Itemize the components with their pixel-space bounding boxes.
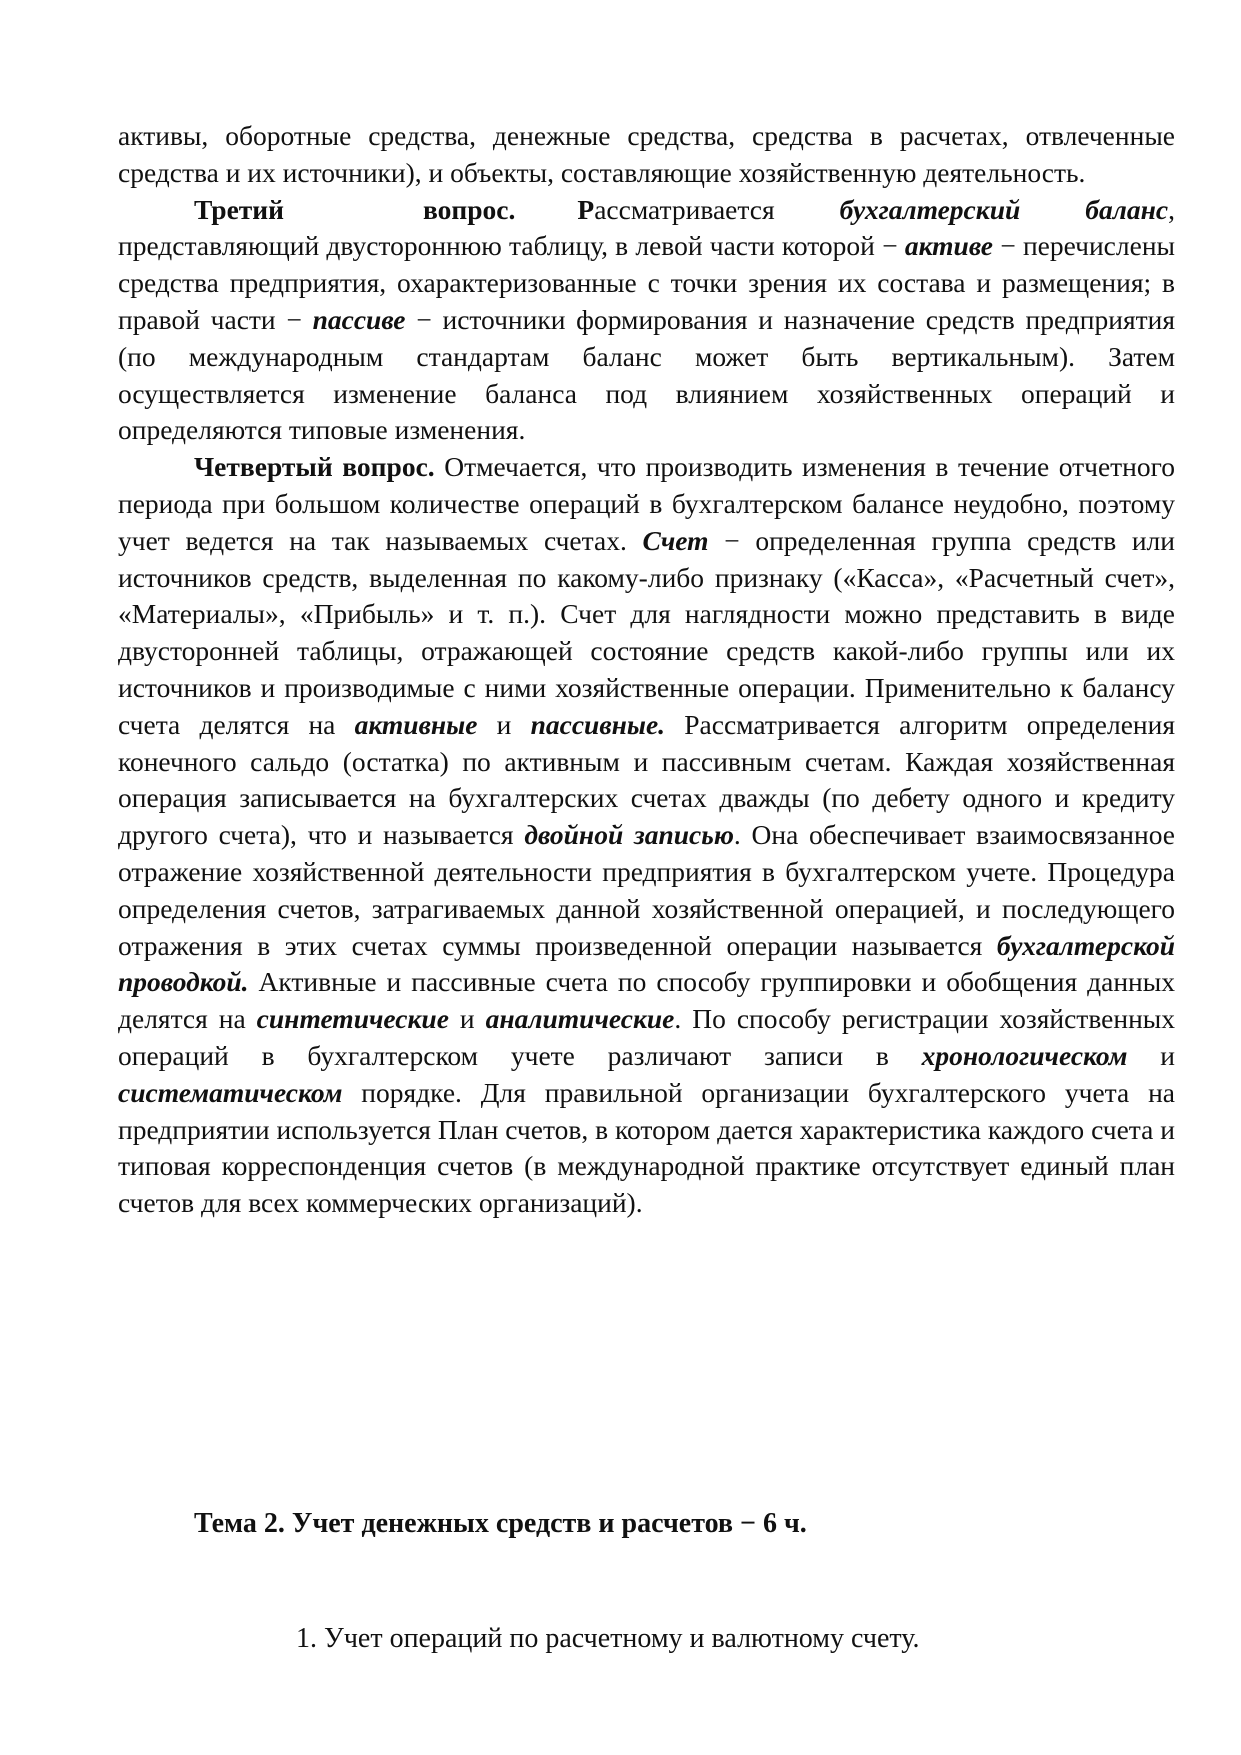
term-active-side: активе	[904, 230, 994, 262]
term-passive-side: пассиве	[312, 303, 406, 335]
term-analytic: аналитические	[485, 1003, 675, 1035]
paragraph-text: активы, оборотные средства, денежные средства, средства в расчетах, отвлеченные средства и их источники), и объекты, составляющие хозяйственную деятельность.	[118, 120, 1175, 188]
term-systematic: систематическом	[118, 1076, 343, 1108]
paragraph-assets-continuation	[118, 118, 1175, 192]
paragraph-fourth-question: Четвертый вопрос. Отмечается, что производить изменения в течение отчетного периода при большом количестве операций в бухгалтерском балансе неудобно, поэтому учет ведется на так называемых счетах. Счет − определенная группа средств или источников средств, выделенная по какому-либо признаку («Касса», «Расчетный счет», «Материалы», «Прибыль» и т. п.). Счет для наглядности можно представить в виде двусторонней таблицы, отражающей состояние средств какой-либо группы или их источников и производимые с ними хозяйственные операции. Применительно к балансу счета делятся на активные и пассивные. Рассматривается алгоритм определения конечного сальдо (остатка) по активным и пассивным счетам. Каждая хозяйственная операция записывается на бухгалтерских счетах дважды (по дебету одного и кредиту другого счета), что и называется двойной записью. Она обеспечивает взаимосвязанное отражение хозяйственной деятельности предприятия в бухгалтерском учете. Процедура определения счетов, затрагиваемых данной хозяйственной операцией, и последующего отражения в этих счетах суммы произведенной операции называется бухгалтерской проводкой. Активные и пассивные счета по способу группировки и обобщения данных делятся на синтетические и аналитические. По способу регистрации хозяйственных операций в бухгалтерском учете различают записи в хронологическом и систематическом порядке. Для правильной организации бухгалтерского учета на предприятии используется План счетов, в котором дается характеристика каждого счета и типовая корреспонденция счетов (в международной практике отсутствует единый план счетов для всех коммерческих организаций).	[118, 451, 1176, 1219]
third-question-lead: Третий вопрос.	[194, 193, 516, 225]
term-account: Счет	[642, 524, 709, 556]
fourth-question-lead: Четвертый вопрос.	[194, 451, 435, 483]
term-synthetic: синтетические	[256, 1003, 449, 1035]
paragraph-third-question: Третий вопрос. Рассматривается бухгалтерский баланс, представляющий двустороннюю таблицу, в левой части которой − активе − перечислены средства предприятия, охарактеризованные с точки зрения их состава и размещения; в правой части − пассиве − источники формирования и назначение средств предприятия (по международным стандартам баланс может быть вертикальным). Затем осуществляется изменение баланса под влиянием хозяйственных операций и определяются типовые изменения.	[118, 193, 1176, 446]
term-posting: бухгалтерской проводкой.	[118, 929, 1175, 998]
body-text	[118, 118, 1175, 1222]
term-balance: бухгалтерский баланс	[839, 193, 1169, 225]
term-passive-accounts: пассивные.	[530, 708, 666, 740]
term-chronological: хронологическом	[921, 1039, 1128, 1071]
term-double-entry: двойной записью	[524, 819, 734, 851]
term-active-accounts: активные	[354, 708, 478, 740]
third-question-first-letter: Р	[577, 193, 595, 225]
list-item: 1. Учет операций по расчетному и валютному счету.	[296, 1623, 920, 1654]
topic-heading: Тема 2. Учет денежных средств и расчетов − 6 ч.	[194, 1508, 807, 1539]
